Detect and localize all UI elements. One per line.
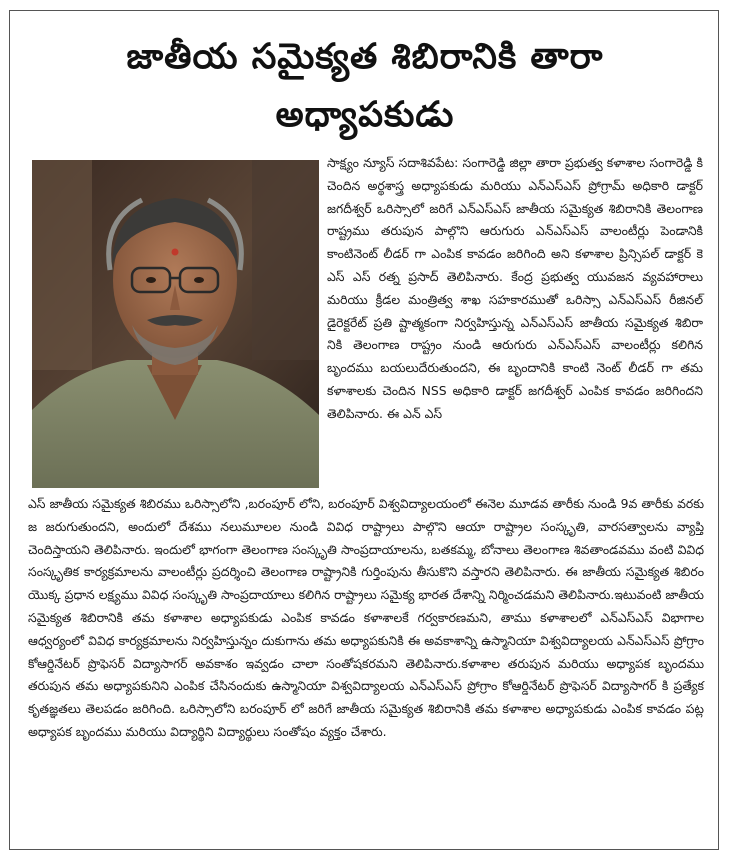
portrait-photo xyxy=(32,160,319,488)
headline-line-2: అధ్యాపకుడు xyxy=(275,95,455,135)
article-body-column xyxy=(327,152,703,426)
article-paragraph-bottom: ఎస్ జాతీయ సమైక్యత శిబిరము ఒరిస్సాలోని ,బరంపూర్ లోని, బరంపూర్ విశ్వవిద్యాలయంలో ఈనెల మూడవ తారీకు నుండి 9వ తారీకు వరకు జ జరుగుతుందని, అందులో దేశము నలుమూలల నుండి వివిధ రాష్ట్రాలు పాల్గొని ఆయా రాష్ట్రాల సంస్కృతి, వారసత్వాలను వ్యాప్తి చెందిస్తాయని తెలిపినారు. ఇందులో భాగంగా తెలంగాణ సంస్కృతి సాంప్రదాయాలను, బతకమ్మ, బోనాలు తెలంగాణ శివతాండవము వంటి వివిధ సంస్కృతిక కార్యక్రమాలను వాలంటీర్లు ప్రదర్శించి తెలంగాణ రాష్ట్రానికి గుర్తింపును తీసుకొని వస్తారని తెలిపినారు. ఈ జాతీయ సమైక్యత శిబిరం యొక్క ప్రధాన లక్ష్యము వివిధ సంస్కృతి సాంప్రదాయాలు కలిగిన రాష్ట్రాలు సమైక్య భారత దేశాన్ని నిర్మించడమని తెలిపినారు.ఇటువంటి జాతీయ సమైక్యత శిబిరానికి తమ కళాశాల అధ్యాపకుడు ఎంపిక కావడం కళాశాలకే గర్వకారణమని, తాము కళాశాలలో ఎన్ఎస్ఎస్ విభాగాల ఆధ్వర్యంలో వివిధ కార్యక్రమాలను నిర్వహిస్తున్నం దుకుగాను తమ అధ్యాపకునికి ఈ అవకాశాన్ని ఉస్మానియా విశ్వవిద్యాలయ ఎన్ఎస్ఎస్ ప్రోగ్రాం కోఆర్డినేటర్ ప్రొఫెసర్ విద్యాసాగర్ అవకాశం ఇవ్వడం చాలా సంతోషకరమని తెలిపినారు.కళాశాల తరుపున మరియు అధ్యాపక బృందము తరుపున తమ అధ్యాపకునిని ఎంపిక చేసినందుకు ఉస్మానియా విశ్వవిద్యాలయ ఎన్ఎస్ఎస్ ప్రోగ్రాం కోఆర్డినేటర్ ప్రొఫెసర్ విద్యాసాగర్ కి ప్రత్యేక కృతజ్ఞతలు తెలపడం జరిగింది. ఒరిస్సాలోని బరంపూర్ లో జరిగే జాతీయ సమైక్యత శిబిరానికి తమ కళాశాల అధ్యాపకుడు ఎంపిక కావడం పట్ల అధ్యాపక బృందము మరియు విద్యార్థిని విద్యార్థులు సంతోషం వ్యక్తం చేశారు. xyxy=(28,496,704,739)
portrait-illustration xyxy=(32,160,319,488)
article-paragraph-top: సాక్ష్యం న్యూస్ సదాశివపేట: సంగారెడ్డి జిల్లా తారా ప్రభుత్వ కళాశాల సంగారెడ్డి కి చెందిన అర్థశాస్త్ర అధ్యాపకుడు మరియు ఎన్ఎస్ఎస్ ప్రోగ్రామ్ అధికారి డాక్టర్ జగదీశ్వర్ ఒరిస్సాలో జరిగే ఎన్ఎస్ఎస్ జాతీయ సమైక్యత శిబిరానికి తెలంగాణ రాష్ట్రము తరుపున పాల్గొని ఆరుగురు ఎన్ఎస్ఎస్ వాలంటీర్లు పెండానికి కాంటినెంట్ లీడర్ గా ఎంపిక కావడం జరిగింది అని కళాశాల ప్రిన్సిపల్ డాక్టర్ కె ఎస్ ఎస్ రత్న ప్రసాద్ తెలిపినారు. కేంద్ర ప్రభుత్వ యువజన వ్యవహారాలు మరియు క్రీడల మంత్రిత్వ శాఖ సహకారముతో ఒరిస్సా ఎన్ఎస్ఎస్ రీజినల్ డైరెక్టరేట్ ప్రతి ష్టాత్మకంగా నిర్వహిస్తున్న ఎన్ఎస్ఎస్ జాతీయ సమైక్యత శిబిరా నికి తెలంగాణ రాష్ట్రం నుండి ఆరుగురు ఎన్ఎస్ఎస్ వాలంటీర్లు కలిగిన బృందము బయలుదేరుతుందని, ఈ బృందానికి కాంటి నెంట్ లీడర్ గా తమ కళాశాలకు చెందిన NSS అధికారి డాక్టర్ జగదీశ్వర్ ఎంపిక కావడం జరిగిందని తెలిపినారు. ఈ ఎన్ ఎస్ xyxy=(327,155,703,421)
article-headline xyxy=(20,28,710,144)
article-body-full-width xyxy=(28,493,704,744)
headline-line-1: జాతీయ సమైక్యత శిబిరానికి తారా xyxy=(126,37,604,77)
